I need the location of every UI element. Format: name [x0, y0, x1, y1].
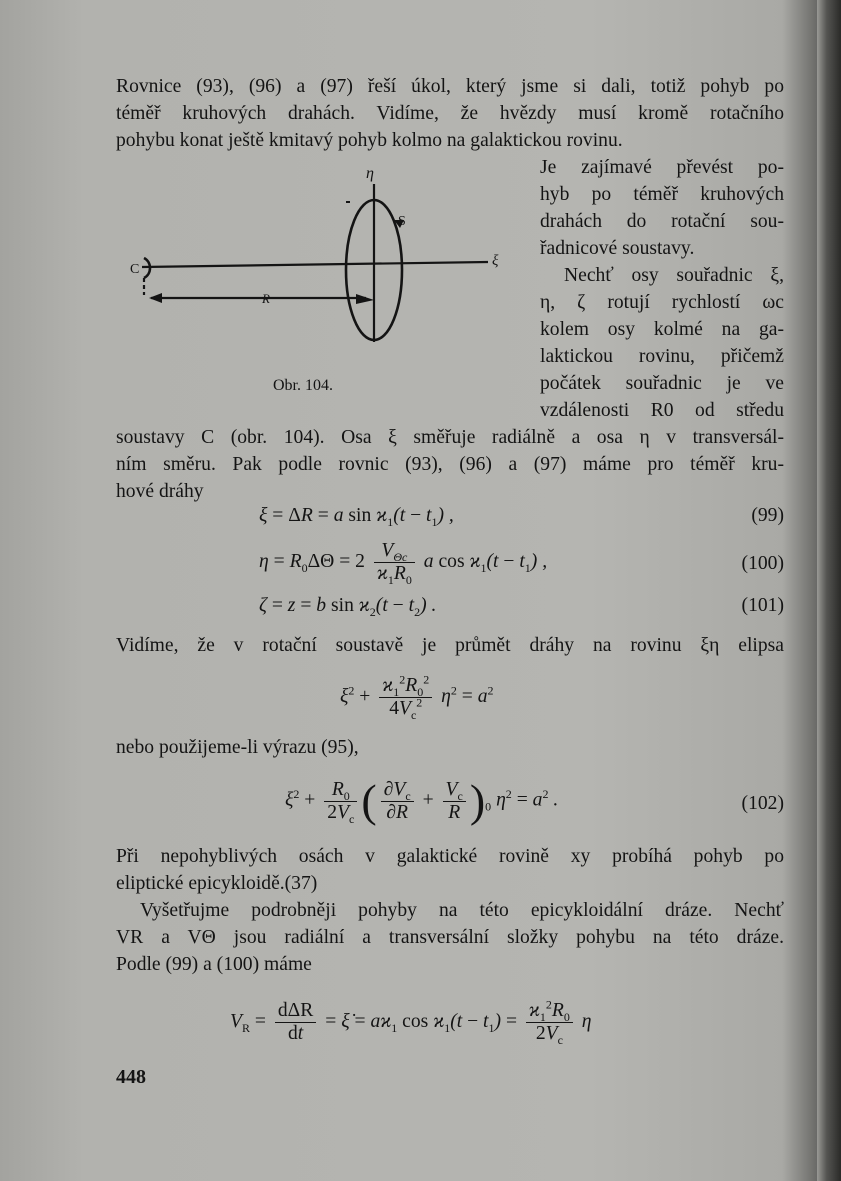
- equation-99: ξ = ΔR = a $\sin ϰ_1(t - t_1)$ ,: [259, 505, 454, 529]
- text-line: Rovnice (93), (96) a (97) řeší úkol, který jsme si dali, totiž pohyb po: [116, 76, 784, 97]
- text-line: drahách do rotační sou-: [540, 211, 784, 232]
- figure-label-xi: ξ: [492, 253, 499, 269]
- text-line: kolem osy kolmé na ga-: [540, 319, 784, 340]
- text-line: VR a VΘ jsou radiální a transversální složky pohybu na této dráze.: [116, 927, 784, 948]
- figure-caption: Obr. 104.: [273, 377, 333, 394]
- figure-104: [128, 162, 518, 392]
- equation-ellipse: $\xi^2$ + $\frac{ϰ_1^2R_0^2}{4V_c^2}$ $\eta^2 = a^2$: [340, 672, 494, 722]
- text-line: soustavy C (obr. 104). Osa ξ směřuje radiálně a osa η v transversál-: [116, 427, 784, 448]
- text-line: počátek souřadnic je ve: [540, 373, 784, 394]
- equation-101: ζ = z = b $\sin ϰ_2(t - t_2)$ .: [259, 595, 437, 619]
- text-line: nebo použijeme-li výrazu (95),: [116, 737, 359, 758]
- figure-label-eta: η: [366, 165, 374, 182]
- text-line: řadnicové soustavy.: [540, 238, 695, 259]
- equation-number-100: (100): [741, 553, 784, 574]
- text-line: hyb po téměř kruhových: [540, 184, 784, 205]
- xi-axis: [142, 262, 488, 267]
- text-line: eliptické epicykloidě.(37): [116, 873, 318, 894]
- text-line: téměř kruhových drahách. Vidíme, že hvězdy musí kromě rotačního: [116, 103, 784, 124]
- equation-number-102: (102): [741, 793, 784, 814]
- text-line: Vyšetřujme podrobněji pohyby na této epicykloidální dráze. Nechť: [140, 900, 784, 921]
- equation-vr: $V_R$ = $\frac{\text{dΔR}}{dt}$ = ξ̇ = $aϰ_1$ $\cos ϰ_1(t - t_1)$ = $\frac{ϰ_1^2R_0}{2V_c}$ η: [230, 997, 592, 1047]
- text-line: η, ζ rotují rychlostí ωc: [540, 292, 784, 313]
- text-line: Je zajímavé převést po-: [540, 157, 784, 178]
- equation-number-99: (99): [751, 505, 784, 526]
- text-line: Vidíme, že v rotační soustavě je průmět dráhy na rovinu ξη elipsa: [116, 635, 784, 656]
- figure-label-r: R: [262, 291, 270, 306]
- text-line: pohybu konat ještě kmitavý pohyb kolmo na galaktickou rovinu.: [116, 130, 623, 151]
- equation-100: $\eta = R_0\Delta\Theta = 2$ $\frac{V_{\Theta c}}{ϰ_1R_0}$ a $\cos ϰ_1(t - t_1)$ ,: [259, 540, 548, 587]
- figure-label-c: C: [130, 262, 140, 277]
- text-line: Při nepohyblivých osách v galaktické rovině xy probíhá pohyb po: [116, 846, 784, 867]
- book-spine-shadow: [817, 0, 841, 1181]
- text-line: vzdálenosti R0 od středu: [540, 400, 784, 421]
- page-number: 448: [116, 1066, 146, 1088]
- equation-number-101: (101): [741, 595, 784, 616]
- text-line: Nechť osy souřadnic ξ,: [564, 265, 784, 286]
- equation-102: $\xi^2$ + $\frac{R_0}{2V_c}$ ( $\frac{\partial V_c}{\partial R}$ + $\frac{V_c}{R}$ )$_0$ $\eta^2 = a^2$ .: [285, 775, 559, 826]
- figure-label-s: S: [398, 214, 406, 229]
- text-line: laktickou rovinu, přičemž: [540, 346, 784, 367]
- text-line: hové dráhy: [116, 481, 204, 502]
- text-line: Podle (99) a (100) máme: [116, 954, 312, 975]
- text-line: ním směru. Pak podle rovnic (93), (96) a (97) máme pro téměř kru-: [116, 454, 784, 475]
